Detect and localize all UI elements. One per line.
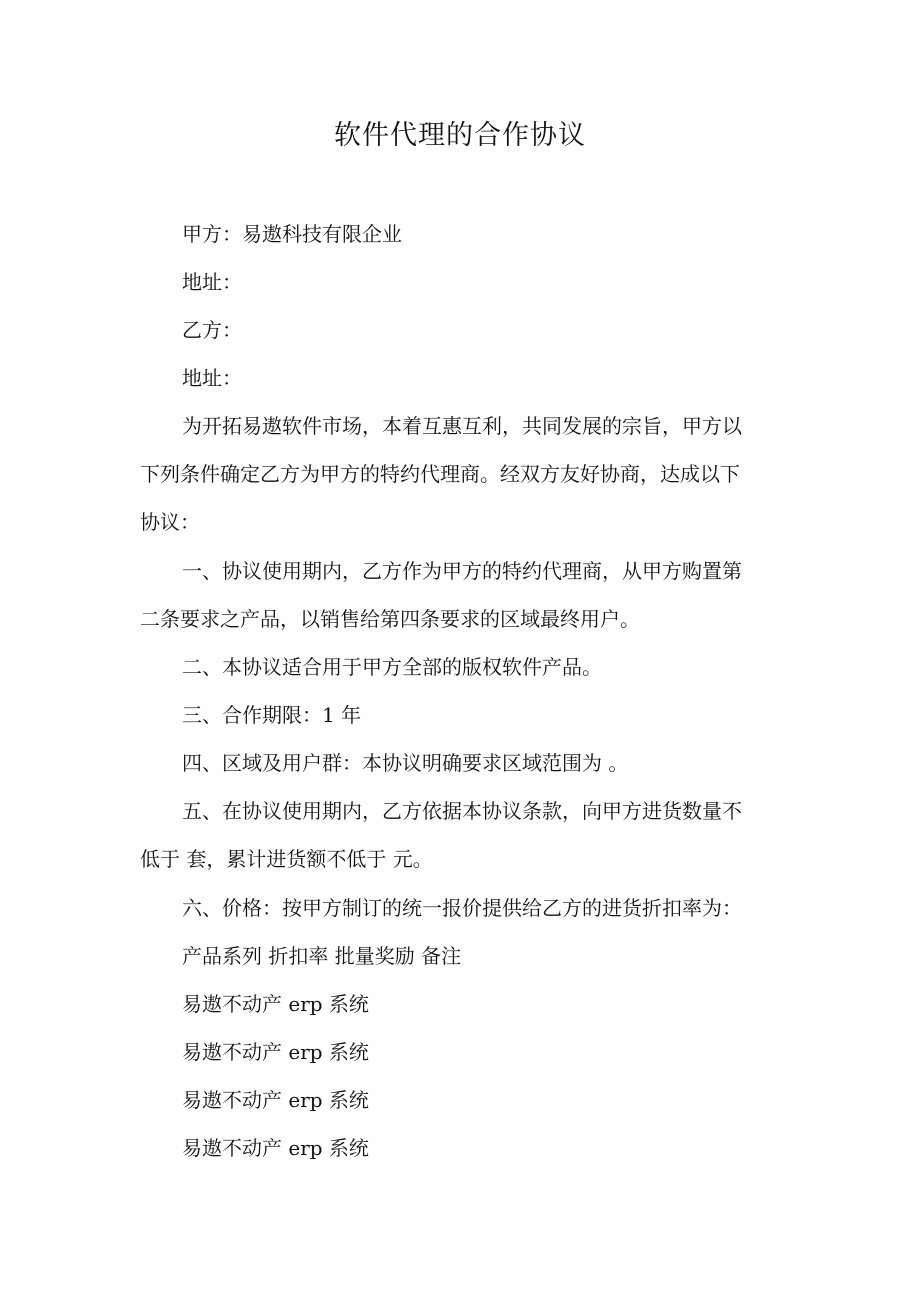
clause-3-line: 三、合作期限：1 年 <box>182 703 362 727</box>
party-a-address-line: 地址： <box>182 270 242 294</box>
clause-5-line-1: 五、在协议使用期内，乙方依据本协议条款，向甲方进货数量不 <box>182 799 742 823</box>
clause-1-line-1: 一、协议使用期内，乙方作为甲方的特约代理商，从甲方购置第 <box>182 559 742 583</box>
preamble-line-2: 下列条件确定乙方为甲方的特约代理商。经双方友好协商，达成以下 <box>140 462 740 486</box>
party-b-address-line: 地址： <box>182 366 242 390</box>
product-row-4: 易遨不动产 erp 系统 <box>182 1136 369 1160</box>
party-a-line: 甲方：易遨科技有限企业 <box>182 222 402 246</box>
product-row-2: 易遨不动产 erp 系统 <box>182 1040 369 1064</box>
product-row-3: 易遨不动产 erp 系统 <box>182 1088 369 1112</box>
clause-2-line: 二、本协议适合用于甲方全部的版权软件产品。 <box>182 655 602 679</box>
preamble-line-3: 协议： <box>140 510 200 534</box>
preamble-line-1: 为开拓易遨软件市场，本着互惠互利，共同发展的宗旨，甲方以 <box>182 414 742 438</box>
price-table-header: 产品系列 折扣率 批量奖励 备注 <box>182 944 462 968</box>
clause-5-line-2: 低于 套，累计进货额不低于 元。 <box>140 847 433 871</box>
document-title: 软件代理的合作协议 <box>334 120 586 151</box>
clause-4-line: 四、区域及用户群：本协议明确要求区域范围为 。 <box>182 751 629 775</box>
clause-1-line-2: 二条要求之产品，以销售给第四条要求的区域最终用户。 <box>140 607 640 631</box>
product-row-1: 易遨不动产 erp 系统 <box>182 992 369 1016</box>
party-b-line: 乙方： <box>182 318 242 342</box>
clause-6-line: 六、价格：按甲方制订的统一报价提供给乙方的进货折扣率为： <box>182 896 742 920</box>
